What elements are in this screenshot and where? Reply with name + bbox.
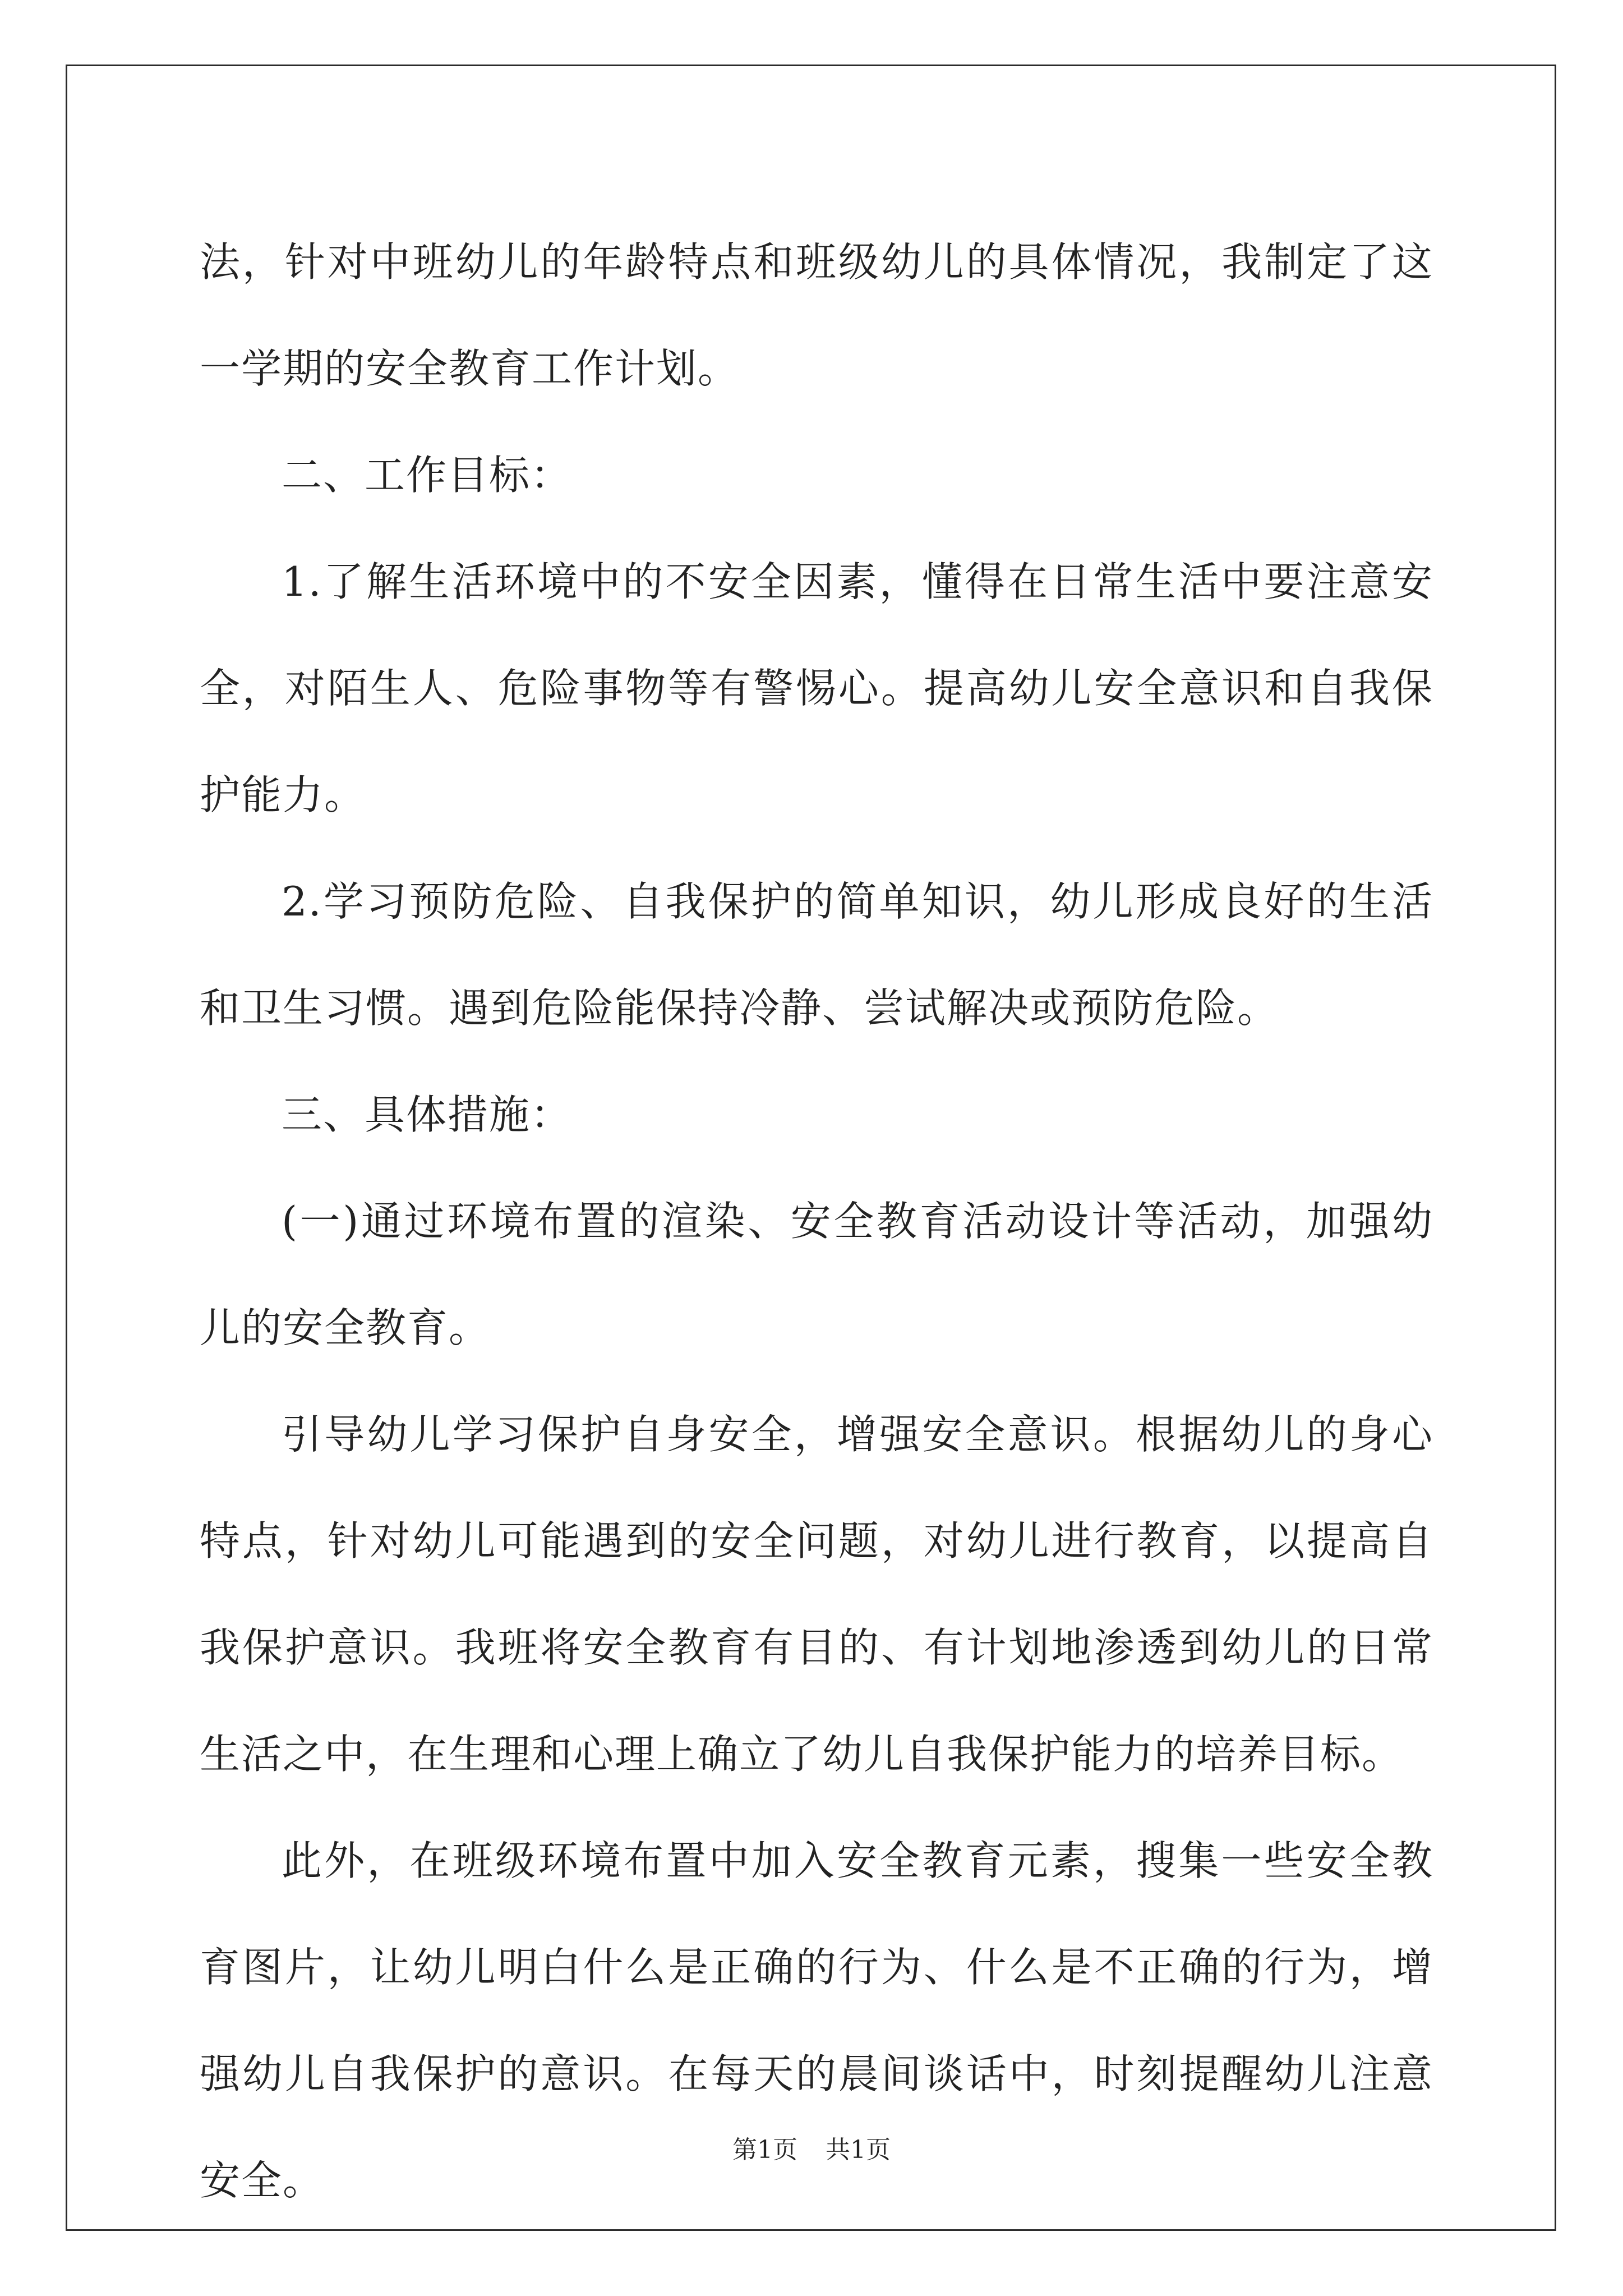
paragraph: 引导幼儿学习保护自身安全，增强安全意识。根据幼儿的身心特点，针对幼儿可能遇到的安全问题，对幼儿进行教育，以提高自我保护意识。我班将安全教育有目的、有计划地渗透到幼儿的日常生活之中，在生理和心理上确立了幼儿自我保护能力的培养目标。 [200,1411,1433,1778]
paragraph: 1.了解生活环境中的不安全因素，懂得在日常生活中要注意安全，对陌生人、危险事物等有警惕心。提高幼儿安全意识和自我保护能力。 [200,558,1433,818]
document-body [200,209,1433,2234]
paragraph: (一)通过环境布置的渲染、安全教育活动设计等活动，加强幼儿的安全教育。 [200,1198,1433,1351]
paragraph: 2.学习预防危险、自我保护的简单知识，幼儿形成良好的生活和卫生习惯。遇到危险能保持冷静、尝试解决或预防危险。 [200,878,1433,1032]
section-heading-goals: 二、工作目标： [282,452,573,499]
paragraph: 法，针对中班幼儿的年龄特点和班级幼儿的具体情况，我制定了这一学期的安全教育工作计划。 [200,238,1433,392]
page-total: 共1页 [826,2136,891,2164]
page-number: 第1页 [732,2136,797,2164]
page-footer [0,2129,1623,2165]
section-heading-measures: 三、具体措施： [282,1091,573,1138]
paragraph: 此外，在班级环境布置中加入安全教育元素，搜集一些安全教育图片，让幼儿明白什么是正确的行为、什么是不正确的行为，增强幼儿自我保护的意识。在每天的晨间谈话中，时刻提醒幼儿注意安全。 [200,1837,1433,2204]
